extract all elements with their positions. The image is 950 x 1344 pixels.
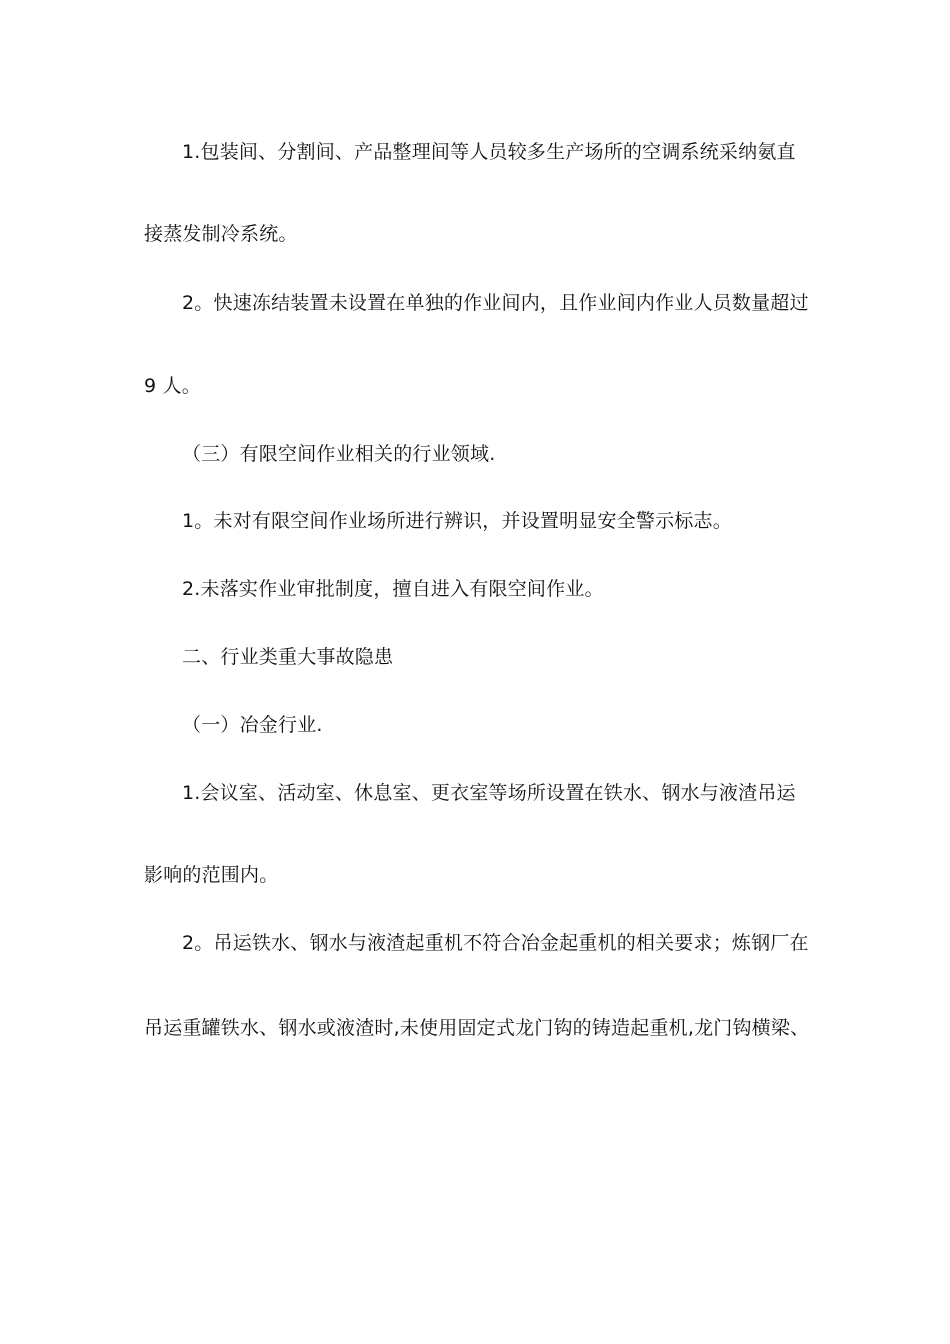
- paragraph-1-line-1: 1.包装间、分割间、产品整理间等人员较多生产场所的空调系统采纳氨直: [182, 141, 796, 163]
- paragraph-2-line-1: 2。快速冻结装置未设置在单独的作业间内，且作业间内作业人员数量超过: [182, 292, 809, 314]
- paragraph-6-line-1: 2。吊运铁水、钢水与液渣起重机不符合冶金起重机的相关要求；炼钢厂在: [182, 932, 809, 954]
- paragraph-5-line-2: 影响的范围内。: [144, 864, 279, 886]
- paragraph-2-line-2: 9 人。: [144, 375, 201, 397]
- subsection-heading-metallurgy: （一）冶金行业.: [182, 714, 323, 736]
- paragraph-4: 2.未落实作业审批制度，擅自进入有限空间作业。: [182, 578, 604, 600]
- paragraph-6-line-2: 吊运重罐铁水、钢水或液渣时,未使用固定式龙门钩的铸造起重机,龙门钩横梁、: [144, 1017, 810, 1039]
- paragraph-5-line-1: 1.会议室、活动室、休息室、更衣室等场所设置在铁水、钢水与液渣吊运: [182, 782, 796, 804]
- paragraph-3: 1。未对有限空间作业场所进行辨识，并设置明显安全警示标志。: [182, 510, 732, 532]
- paragraph-1-line-2: 接蒸发制冷系统。: [144, 223, 298, 245]
- section-heading-confined-space: （三）有限空间作业相关的行业领域.: [182, 443, 496, 465]
- section-heading-industry-hazards: 二、行业类重大事故隐患: [182, 646, 394, 668]
